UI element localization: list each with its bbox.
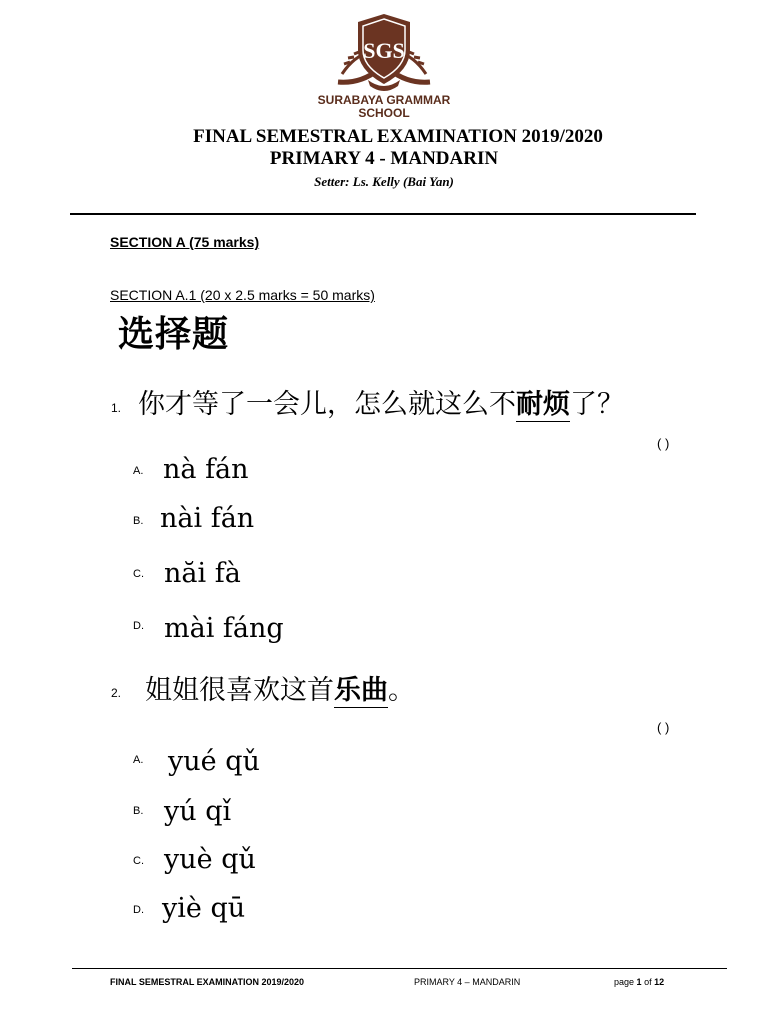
header-divider [70,213,696,215]
option-label: B. [133,515,144,527]
option-text: yué qǔ [168,746,260,777]
footer-divider [72,968,727,969]
footer-page-number [614,977,664,987]
section-subtitle: SECTION A.1 (20 x 2.5 marks = 50 marks) [110,287,375,303]
question-type-heading: 选择题 [118,313,230,355]
question-number: 2. [111,686,122,700]
question-number: 1. [111,401,122,415]
option-text: nà fán [163,454,249,485]
option-label: A. [133,754,144,766]
question-text [138,388,624,422]
option-label: C. [133,568,144,580]
question-text-before: 你才等了一会儿，怎么就这么不 [138,389,516,420]
option-text: nài fán [160,503,255,534]
question-text-after: 。 [388,675,415,706]
logo-monogram: SGS [363,38,405,63]
school-logo [334,12,434,94]
option-label: D. [133,904,144,916]
option-label: C. [133,855,144,867]
question-keyword: 乐曲 [334,675,388,706]
question-text [145,674,415,708]
section-title: SECTION A (75 marks) [110,234,260,250]
exam-title: FINAL SEMESTRAL EXAMINATION 2019/2020 [193,126,603,147]
of-word: of [644,977,652,987]
setter-line: Setter: Ls. Kelly (Bai Yan) [314,174,454,189]
option-text: mài fáng [164,613,284,644]
question-keyword: 耐烦 [516,389,570,420]
school-name-line2: SCHOOL [358,106,410,120]
option-label: D. [133,620,144,632]
answer-bracket[interactable]: ( ) [657,436,670,451]
page-current: 1 [636,977,642,987]
subject-title: PRIMARY 4 - MANDARIN [269,148,499,169]
option-text: yú qǐ [164,796,232,827]
option-text: yuè qǔ [164,844,256,875]
option-label: A. [133,465,144,477]
school-name-line1: SURABAYA GRAMMAR [317,93,451,107]
footer-subject: PRIMARY 4 – MANDARIN [414,977,521,987]
answer-bracket[interactable]: ( ) [657,720,670,735]
page-total: 12 [654,977,665,987]
footer-exam-title: FINAL SEMESTRAL EXAMINATION 2019/2020 [110,977,305,987]
option-text: năi fà [164,558,241,589]
option-text: yiè qū [162,893,246,924]
page-word: page [614,977,635,987]
option-label: B. [133,805,144,817]
question-text-before: 姐姐很喜欢这首 [145,675,334,706]
question-text-after: 了？ [570,389,624,420]
